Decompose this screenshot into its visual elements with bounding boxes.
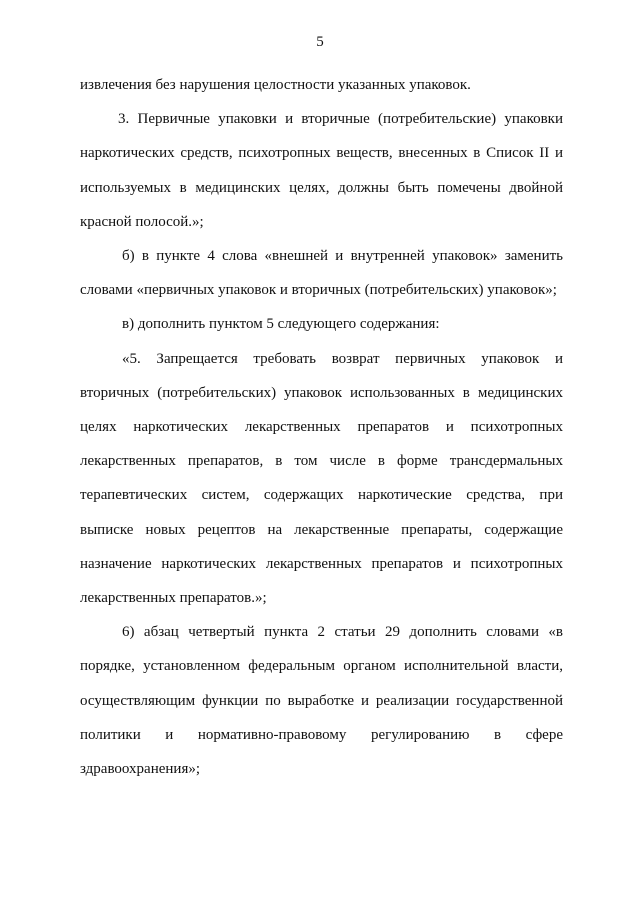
text-line: б) в пункте 4 слова «внешней и внутренней упаковок» заменить	[122, 248, 563, 265]
text-line: осуществляющим функции по выработке и реализации государственной	[80, 692, 563, 709]
text-line: извлечения без нарушения целостности указанных упаковок.	[80, 77, 471, 93]
page-number: 5	[316, 34, 324, 50]
text-line: назначение наркотических лекарственных препаратов и психотропных	[80, 555, 563, 572]
text-line: лекарственных препаратов, в том числе в форме трансдермальных	[80, 453, 563, 470]
paragraph-continuation	[80, 68, 563, 102]
text-line: политики и нормативно-правовому регулированию в сфере	[80, 726, 563, 743]
text-line: в) дополнить пунктом 5 следующего содержания:	[122, 316, 440, 333]
text-line: порядке, установленном федеральным органом исполнительной власти,	[80, 658, 563, 675]
paragraph-item-b	[80, 239, 563, 307]
text-line: вторичных (потребительских) упаковок использованных в медицинских	[80, 384, 563, 401]
text-line: «5. Запрещается требовать возврат первичных упаковок и	[122, 350, 563, 367]
document-body	[80, 68, 563, 786]
text-line: 6) абзац четвертый пункта 2 статьи 29 дополнить словами «в	[122, 624, 563, 641]
text-line: выписке новых рецептов на лекарственные препараты, содержащие	[80, 521, 563, 538]
text-line: используемых в медицинских целях, должны быть помечены двойной	[80, 179, 563, 196]
paragraph-item-6	[80, 615, 563, 786]
text-line: наркотических средств, психотропных веществ, внесенных в Список II и	[80, 145, 563, 162]
text-line: терапевтических систем, содержащих наркотические средства, при	[80, 487, 563, 504]
paragraph-item-5	[80, 342, 563, 616]
text-line: 3. Первичные упаковки и вторичные (потребительские) упаковки	[118, 111, 563, 128]
text-line: целях наркотических лекарственных препаратов и психотропных	[80, 419, 563, 436]
text-line: здравоохранения»;	[80, 761, 201, 778]
text-line: лекарственных препаратов.»;	[80, 590, 267, 607]
text-line: красной полосой.»;	[80, 213, 204, 230]
paragraph-item-v	[80, 307, 563, 341]
paragraph-item-3	[80, 102, 563, 239]
text-line: словами «первичных упаковок и вторичных (потребительских) упаковок»;	[80, 282, 557, 299]
